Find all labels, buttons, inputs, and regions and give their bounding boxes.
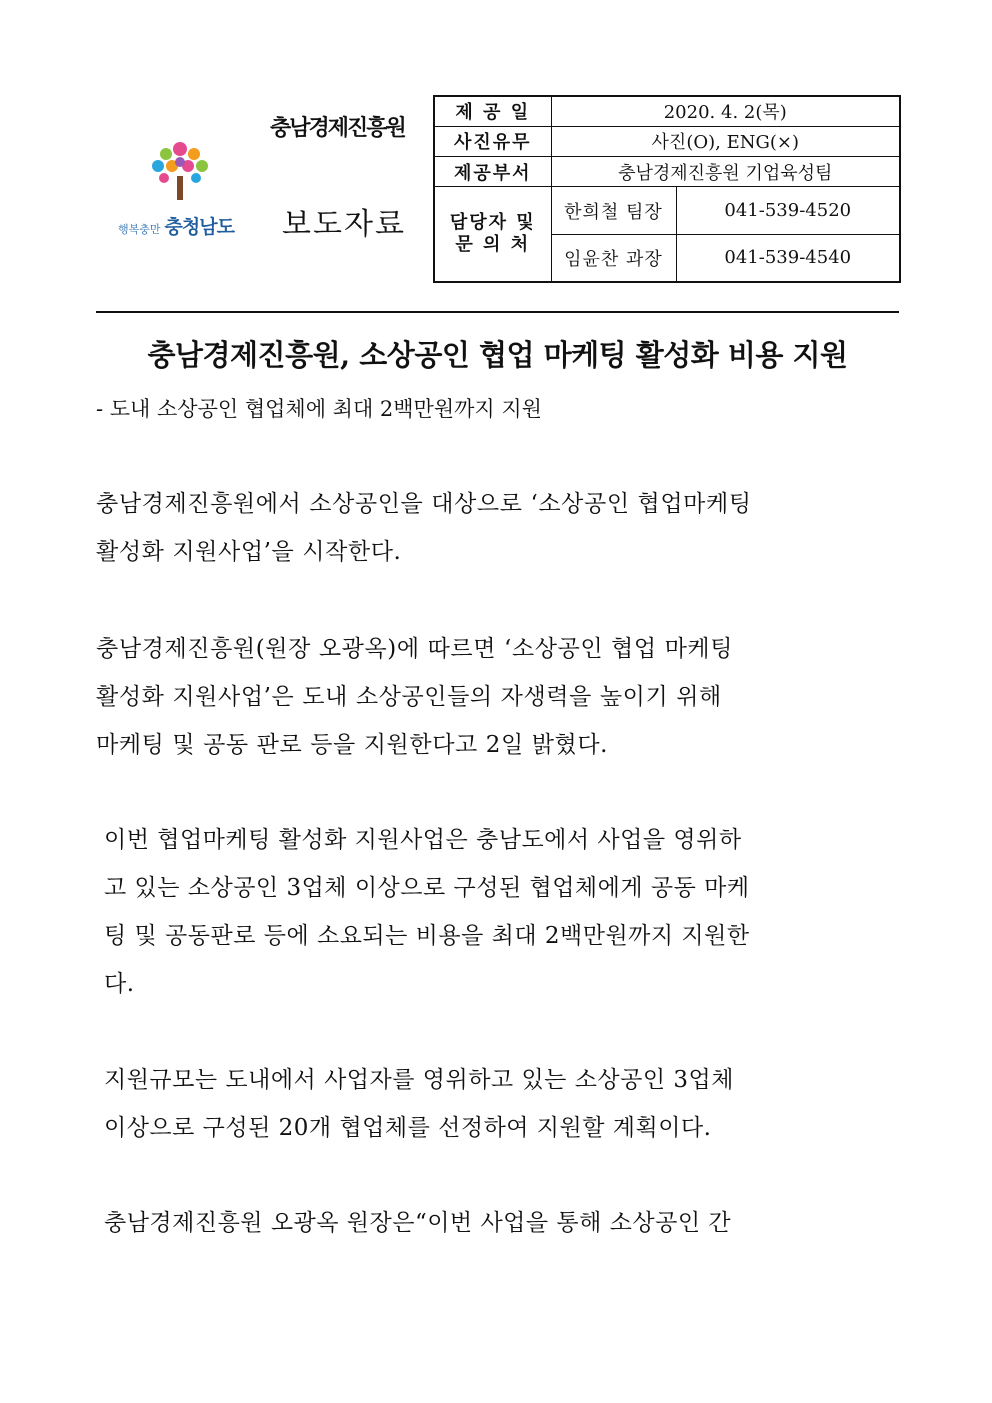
dept-value: 충남경제진흥원 기업육성팀 (551, 157, 900, 187)
logo-text (106, 212, 246, 239)
info-row-dept (434, 157, 900, 187)
paragraph-line: 활성화 지원사업’을 시작한다. (96, 539, 402, 565)
contact-label (434, 187, 551, 282)
paragraph-5 (104, 1206, 731, 1254)
article-title: 충남경제진흥원, 소상공인 협업 마케팅 활성화 비용 지원 (147, 338, 848, 372)
tree-icon (150, 140, 210, 202)
header-divider (96, 311, 899, 313)
paragraph-line: 마케팅 및 공동 판로 등을 지원한다고 2일 밝혔다. (96, 732, 609, 758)
paragraph-4 (104, 1063, 734, 1159)
paragraph-3 (104, 823, 750, 1015)
paragraph-line: 충남경제진흥원 오광옥 원장은“이번 사업을 통해 소상공인 간 (104, 1210, 732, 1236)
dept-label: 제공부서 (434, 157, 551, 187)
contact2-phone: 041-539-4540 (676, 234, 900, 282)
contact2-name: 임윤찬 과장 (551, 234, 676, 282)
date-label: 제 공 일 (434, 96, 551, 126)
paragraph-line: 이상으로 구성된 20개 협업체를 선정하여 지원할 계획이다. (104, 1115, 712, 1141)
photo-value: 사진(O), ENG(×) (551, 126, 900, 156)
paragraph-2 (96, 632, 733, 776)
press-release-label: 보도자료 (282, 207, 406, 242)
photo-label: 사진유무 (434, 126, 551, 156)
date-value: 2020. 4. 2(목) (551, 96, 900, 126)
paragraph-line: 충남경제진흥원에서 소상공인을 대상으로 ‘소상공인 협업마케팅 (96, 491, 752, 517)
paragraph-line: 이번 협업마케팅 활성화 지원사업은 충남도에서 사업을 영위하 (104, 827, 742, 853)
info-table (433, 95, 901, 283)
logo-province: 충청남도 (164, 216, 234, 238)
article-subtitle: - 도내 소상공인 협업체에 최대 2백만원까지 지원 (96, 397, 542, 421)
chungnam-logo (106, 140, 246, 240)
info-row-contact1 (434, 187, 900, 235)
paragraph-line: 팅 및 공동판로 등에 소요되는 비용을 최대 2백만원까지 지원한 (104, 923, 750, 949)
info-row-date (434, 96, 900, 126)
contact1-name: 한희철 팀장 (551, 187, 676, 235)
contact-label-line2: 문 의 처 (455, 234, 531, 256)
paragraph-1 (96, 487, 752, 583)
contact1-phone: 041-539-4520 (676, 187, 900, 235)
organization-name: 충남경제진흥원 (270, 116, 405, 141)
paragraph-line: 고 있는 소상공인 3업체 이상으로 구성된 협업체에게 공동 마케 (104, 875, 750, 901)
paragraph-line: 지원규모는 도내에서 사업자를 영위하고 있는 소상공인 3업체 (104, 1067, 734, 1093)
paragraph-line: 충남경제진흥원(원장 오광옥)에 따르면 ‘소상공인 협업 마케팅 (96, 636, 734, 662)
paragraph-line: 다. (104, 971, 135, 997)
paragraph-line: 활성화 지원사업’은 도내 소상공인들의 자생력을 높이기 위해 (96, 684, 722, 710)
contact-label-line1: 담당자 및 (449, 212, 536, 234)
info-row-photo (434, 126, 900, 156)
logo-slogan: 행복충만 (118, 223, 161, 236)
